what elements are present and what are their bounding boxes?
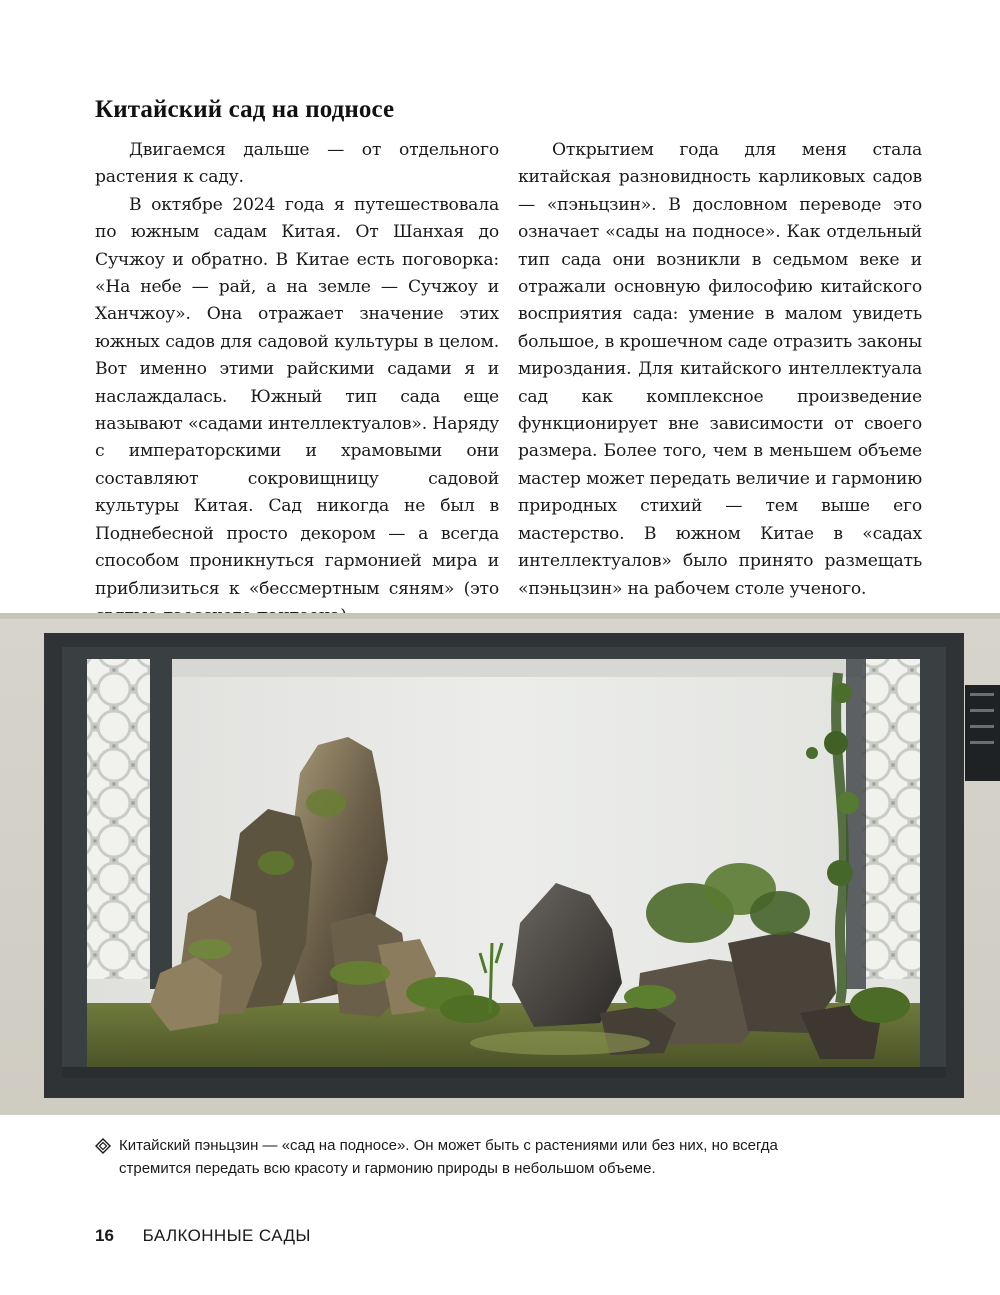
running-section-title: БАЛКОННЫЕ САДЫ — [142, 1226, 311, 1245]
penjing-garden-photo — [0, 613, 1000, 1115]
diamond-bullet-icon — [95, 1138, 111, 1154]
paragraph: В октябре 2024 года я путешествовала по южным садам Китая. От Шанхая до Сучжоу и обратно. В Китае есть поговорка: «На небе — рай, а на земле — Сучжоу и Ханчжоу». Она отражает значение этих южных садов для садовой культуры в целом. Вот именно этими райскими садами я и наслаждалась. Южный тип сада еще называют «садами интеллектуалов». Наряду с императорскими и храмовыми они составляют сокровищницу садовой культуры Китая. Сад никогда не был в Поднебесной просто декором — а всегда способом проникнуться гармонией мира и приблизиться к «бессмертным сяням» (это — [95, 194, 499, 599]
page-number: 16 — [95, 1226, 114, 1245]
figure-caption — [95, 1134, 815, 1180]
text-column-right — [518, 137, 922, 603]
caption-text: Китайский пэньцзин — «сад на подносе». Он может быть с растениями или без них, но всегда стремится передать всю красоту и гармонию природы в небольшом объеме. — [119, 1137, 778, 1177]
article-heading: Китайский сад на подносе — [95, 96, 395, 123]
paragraph: Двигаемся дальше — от отдельного растения к саду. — [95, 140, 499, 188]
text-column-left — [95, 137, 499, 630]
paragraph: Открытием года для меня стала китайская разновидность карликовых садов — «пэньцзин». В дословном переводе это означает «сады на подносе». Как отдельный тип сада они возникли в седьмом веке и отражали основную философию китайского восприятия сада: умение в малом увидеть большое, в крошечном саде отразить законы мироздания. Для китайского интеллектуала сад как комплексное произведение функционирует вне зависимости от своего размера. Более того, чем в меньшем объеме мастер может передать величие и гармонию природных стихий — тем выше его мастерство. В южном Китае в «садах интеллектуалов» было принято размещать «пэньцзин» на рабочем столе ученого. — [518, 140, 922, 599]
page-footer — [95, 1226, 311, 1246]
